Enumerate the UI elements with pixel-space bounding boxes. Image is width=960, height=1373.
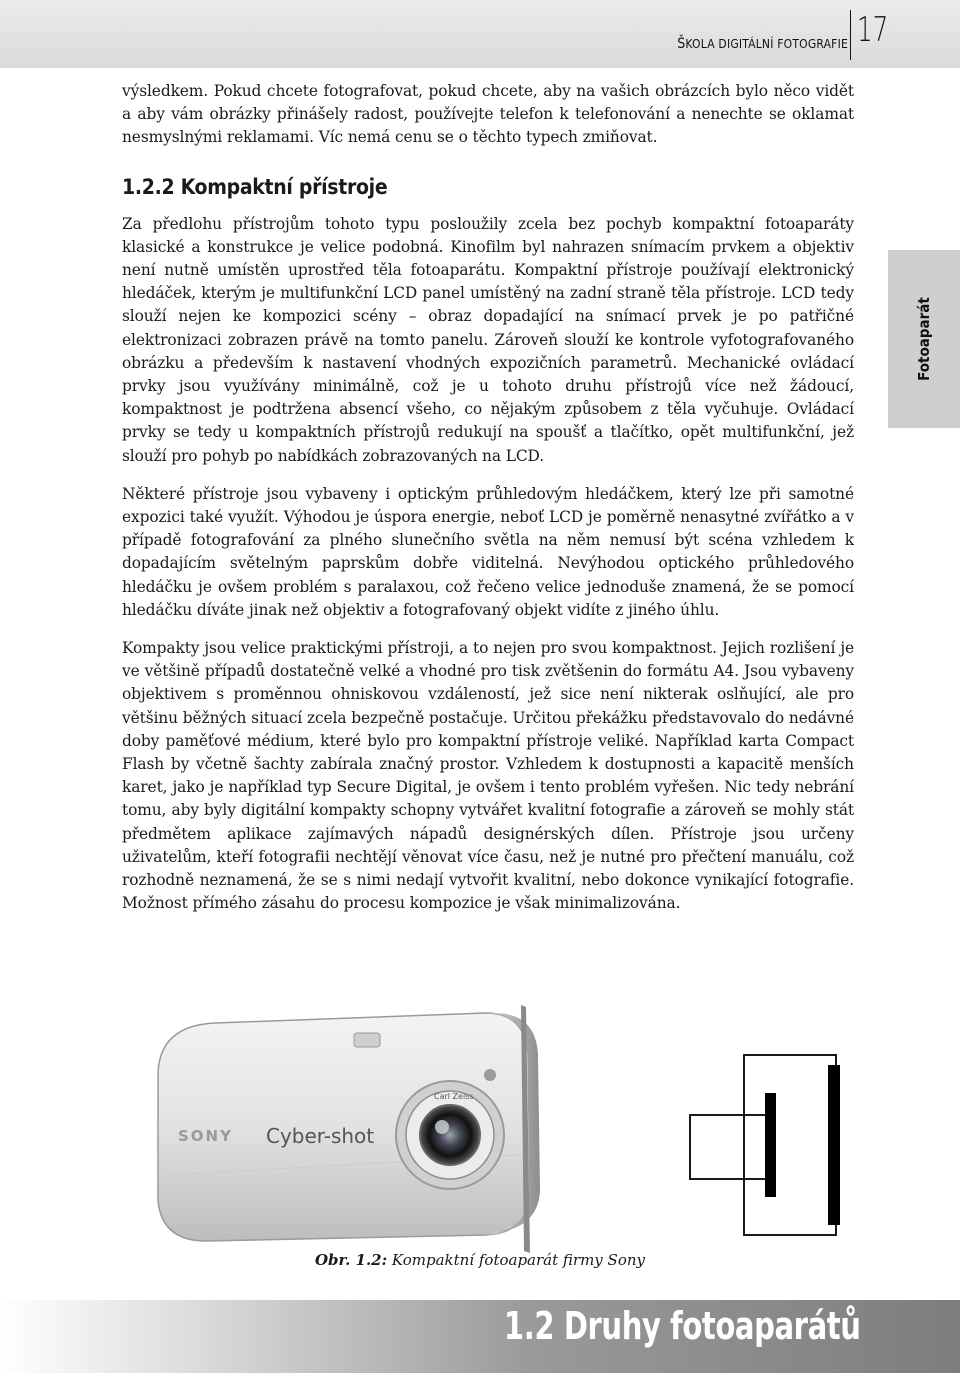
camera-model-label: Cyber-shot [266, 1124, 375, 1148]
camera-photo [126, 995, 546, 1255]
header-divider [850, 10, 851, 60]
header-title-initial: Š [677, 36, 686, 52]
caption-label: Obr. 1.2: [314, 1251, 388, 1269]
running-header [0, 0, 960, 68]
intro-paragraph: výsledkem. Pokud chcete fotografovat, pokud chcete, aby na vašich obrázcích bylo něco vidět a aby vám obrázky přinášely radost, používejte telefon k telefonování a nenechte se oklamat nesmyslnými reklamami. Víc nemá cenu se o těchto typech zmiňovat. [122, 82, 854, 147]
running-header-title [677, 36, 848, 52]
lens-label: Carl Zeiss [434, 1092, 474, 1101]
body-paragraph: Kompakty jsou velice praktickými přístroji, a to nejen pro svou kompaktnost. Jejich rozlišení je ve většině případů dostatečně velké a vhodné pro tisk zvětšenin do formátu A4. Jsou vybaveny objektivem s proměnnou ohniskovou vzdáleností, jež sice není nikterak oslňující, ale pro většinu běžných situací zcela bezpečně postačuje. Určitou překážku představovalo do nedávné doby paměťové médium, které bylo pro kompaktní přístroje veliké. Například karta Compact Flash by včetně šachty zabírala značný prostor. Vzhledem k dostupnosti a kapacitě menších karet, jako je například typ Secure Digital, je ovšem i tento problém vyřešen. Nic tedy nebrání tomu, aby byly digitální kompakty schopny vytvářet kvalitní fotografie a zároveň se mohly stát předmětem aplikace zajímavých nápadů designérských dílen. Přístroje jsou určeny uživatelům, kteří fotografii nechtějí věnovat více času, než je nutné pro přečtení manuálu, což rozhodně neznamená, že se s nimi nedají vytvořit kvalitní, nebo dokonce vynikající fotografie. Možnost přímého zásahu do procesu kompozice je však minimalizována. [122, 639, 854, 913]
figure [126, 995, 856, 1255]
caption-text: Kompaktní fotoaparát firmy Sony [387, 1251, 645, 1269]
compact-camera-schematic [688, 1053, 840, 1239]
section-heading: 1.2.2 Kompaktní přístroje [122, 174, 388, 199]
chapter-title: 1.2 Druhy fotoaparátů [503, 1304, 860, 1348]
side-tab-label: Fotoaparát [915, 297, 933, 381]
page-number: 17 [857, 10, 889, 50]
header-title-rest: KOLA DIGITÁLNÍ FOTOGRAFIE [685, 37, 848, 51]
body-paragraph: Za předlohu přístrojům tohoto typu posloužily zcela bez pochyb kompaktní fotoaparáty klasické a konstrukce je velice podobná. Kinofilm byl nahrazen snímacím prvkem a objektiv není nutně umístěn uprostřed těla fotoaparátu. Kompaktní přístroje používají elektronický hledáček, kterým je multifunkční LCD panel umístěný na zadní straně těla přístroje. LCD tedy slouží nejen ke kompozici scény – obraz dopadající na snímací prvek je po patřičné elektronizaci zobrazen právě na tomto panelu. Zároveň slouží ke kontrole vyfotografovaného obrázku a především k nastavení vhodných expozičních parametrů. Mechanické ovládací prvky jsou využívány minimálně, což je u tohoto druhu přístrojů více než žádoucí, kompaktnost je podtržena absencí všeho, co nějakým způsobem z těla vyčuhuje. Ovládací prvky se tedy u kompaktních přístrojů redukují na spoušť a tlačítko, opět multifunkční, jež slouží pro pohyb po nabídkách zobrazovaných na LCD. [122, 214, 854, 465]
main-text [122, 80, 854, 916]
chapter-side-tab [888, 250, 960, 428]
camera-brand-label: SONY [178, 1127, 233, 1145]
figure-caption [0, 1251, 960, 1269]
body-paragraph: Některé přístroje jsou vybaveny i optickým průhledovým hledáčkem, který lze při samotné expozici také využít. Výhodou je úspora energie, neboť LCD je poměrně nenasytné zvířátko a v případě fotografování za plného slunečního světla na něm nemusí být scéna vzhledem k dopadajícím světelným paprskům dobře viditelná. Nevýhodou optického průhledového hledáčku je ovšem problém s paralaxou, což řečeno velice jednoduše znamená, že se pomocí hledáčku díváte jinak než objektiv a fotografovaný objekt vidíte z jiného úhlu. [122, 484, 854, 619]
